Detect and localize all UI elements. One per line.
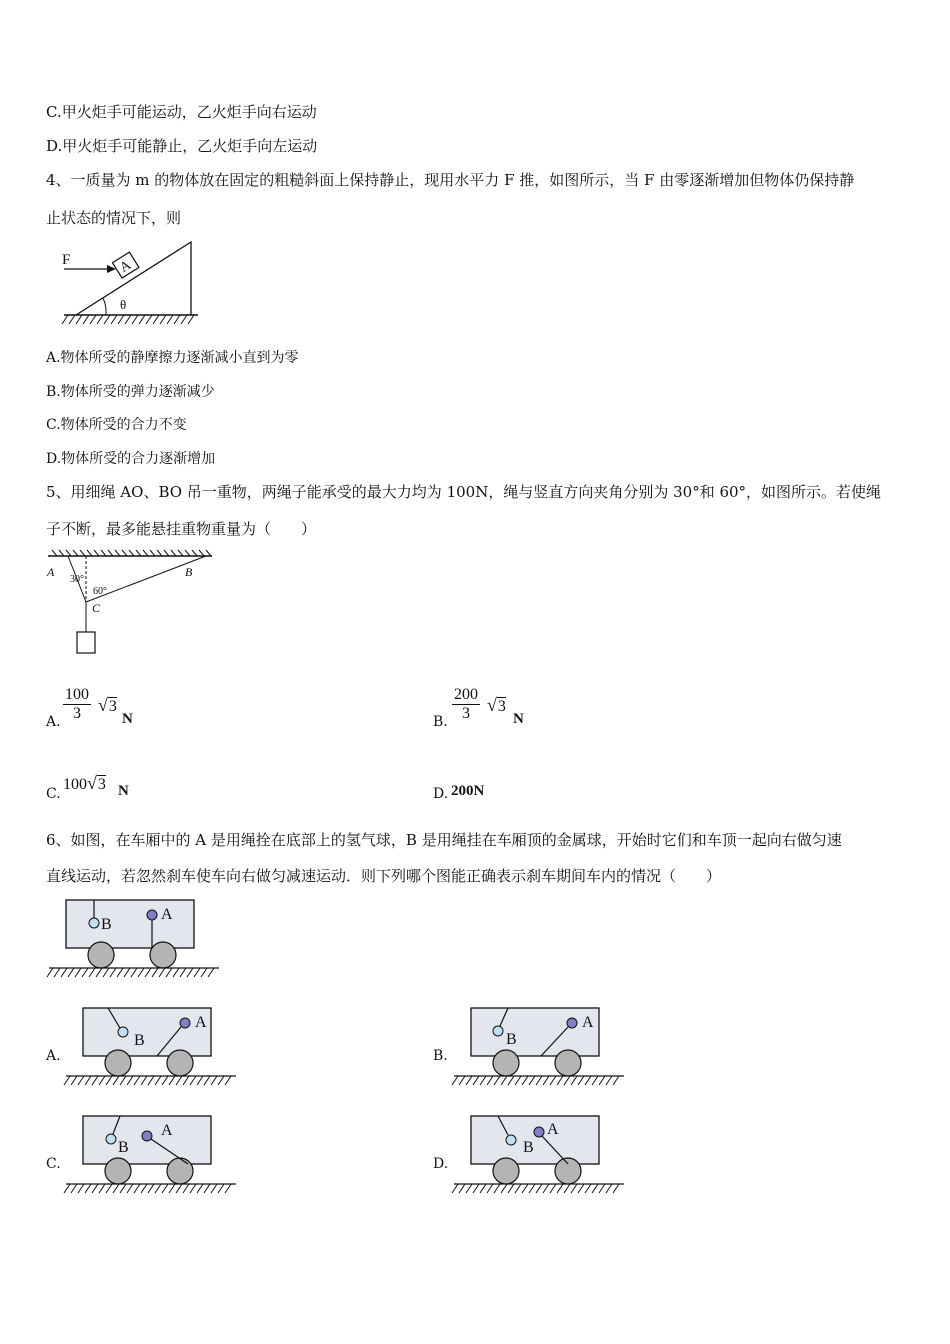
q5-option-b-numerator: 200 xyxy=(454,686,478,703)
q6-c-label-a: A xyxy=(161,1122,173,1139)
q5-option-b-root: √3 xyxy=(487,695,506,715)
q5-option-b-denominator: 3 xyxy=(462,705,470,722)
q6-option-d-figure xyxy=(450,1112,630,1202)
q6-option-b-letter: B. xyxy=(433,1048,448,1064)
q6-b-label-b: B xyxy=(506,1031,517,1048)
q4-option-c: C.物体所受的合力不变 xyxy=(46,417,187,433)
q4-stem-line1: 4、一质量为 m 的物体放在固定的粗糙斜面上保持静止，现用水平力 F 推，如图所示，当 F 由零逐渐增加但物体仍保持静 xyxy=(46,171,855,189)
q6-option-d-letter: D. xyxy=(433,1156,449,1172)
q4-stem-line2: 止状态的情况下，则 xyxy=(46,209,182,227)
q5-option-a-denominator: 3 xyxy=(73,705,81,722)
q6-stem-line2: 直线运动，若忽然刹车使车向右做匀减速运动．则下列哪个图能正确表示刹车期间车内的情况（ ） xyxy=(46,867,722,885)
q6-main-label-b: B xyxy=(101,916,112,933)
q3-option-d: D.甲火炬手可能静止，乙火炬手向左运动 xyxy=(46,137,318,155)
q5-option-c-coef: 100 xyxy=(63,776,87,793)
q6-option-c-figure xyxy=(62,1112,242,1202)
q6-d-label-a: A xyxy=(547,1121,559,1138)
q5-option-c-radicand: 3 xyxy=(97,776,106,793)
q5-option-a-unit: N xyxy=(122,711,133,727)
q5-option-b-fraction xyxy=(452,686,480,723)
q5-option-b-letter: B. xyxy=(433,714,448,730)
q4-option-b: B.物体所受的弹力逐渐减少 xyxy=(46,384,215,400)
q4-option-a: A.物体所受的静摩擦力逐渐减小直到为零 xyxy=(46,350,299,366)
q5-option-c-letter: C. xyxy=(46,786,61,802)
q6-b-label-a: A xyxy=(582,1014,594,1031)
q5-option-b-unit: N xyxy=(513,711,524,727)
q6-a-label-a: A xyxy=(195,1014,207,1031)
q4-angle-label: θ xyxy=(120,297,127,312)
q6-option-b-figure xyxy=(450,1004,630,1094)
q6-option-a-figure xyxy=(62,1004,242,1094)
q6-d-label-b: B xyxy=(523,1139,534,1156)
q5-rope-figure xyxy=(44,548,224,658)
q5-stem-line1: 5、用细绳 AO、BO 吊一重物，两绳子能承受的最大力均为 100N，绳与竖直方向夹角分别为 30°和 60°，如图所示。若使绳 xyxy=(46,483,882,501)
q5-angle-30: 30° xyxy=(70,574,84,585)
q5-stem-line2: 子不断，最多能悬挂重物重量为（ ） xyxy=(46,520,317,538)
q6-option-a-letter: A. xyxy=(46,1048,61,1064)
q5-angle-60: 60° xyxy=(93,586,107,597)
q6-main-label-a: A xyxy=(161,906,173,923)
q5-option-a-root: √3 xyxy=(98,695,117,715)
q5-option-b-radicand: 3 xyxy=(497,698,506,715)
q5-option-c-unit: N xyxy=(118,783,129,799)
q5-option-a-fraction xyxy=(63,686,91,723)
q6-c-label-b: B xyxy=(118,1139,129,1156)
q6-stem-line1: 6、如图，在车厢中的 A 是用绳拴在底部上的氢气球，B 是用绳挂在车厢顶的金属球，开始时它们和车顶一起向右做匀速 xyxy=(46,831,842,849)
q5-option-a-letter: A. xyxy=(46,714,61,730)
q5-option-c-value: 100√3 xyxy=(63,773,106,793)
q4-incline-figure xyxy=(58,240,218,330)
q5-option-d-letter: D. xyxy=(433,786,449,802)
q5-option-d-value: 200N xyxy=(451,783,485,799)
q3-option-c: C.甲火炬手可能运动，乙火炬手向右运动 xyxy=(46,103,317,121)
q6-option-c-letter: C. xyxy=(46,1156,61,1172)
q4-block-label: A xyxy=(117,257,134,276)
q4-option-d: D.物体所受的合力逐渐增加 xyxy=(46,451,216,467)
q5-option-a-radicand: 3 xyxy=(108,698,117,715)
q5-label-b: B xyxy=(185,565,193,579)
q5-option-a-numerator: 100 xyxy=(65,686,89,703)
q5-label-a: A xyxy=(47,565,55,579)
q6-main-car-figure xyxy=(45,896,225,986)
q4-force-label: F xyxy=(62,252,71,268)
q6-a-label-b: B xyxy=(134,1032,145,1049)
q5-label-c: C xyxy=(92,601,101,615)
